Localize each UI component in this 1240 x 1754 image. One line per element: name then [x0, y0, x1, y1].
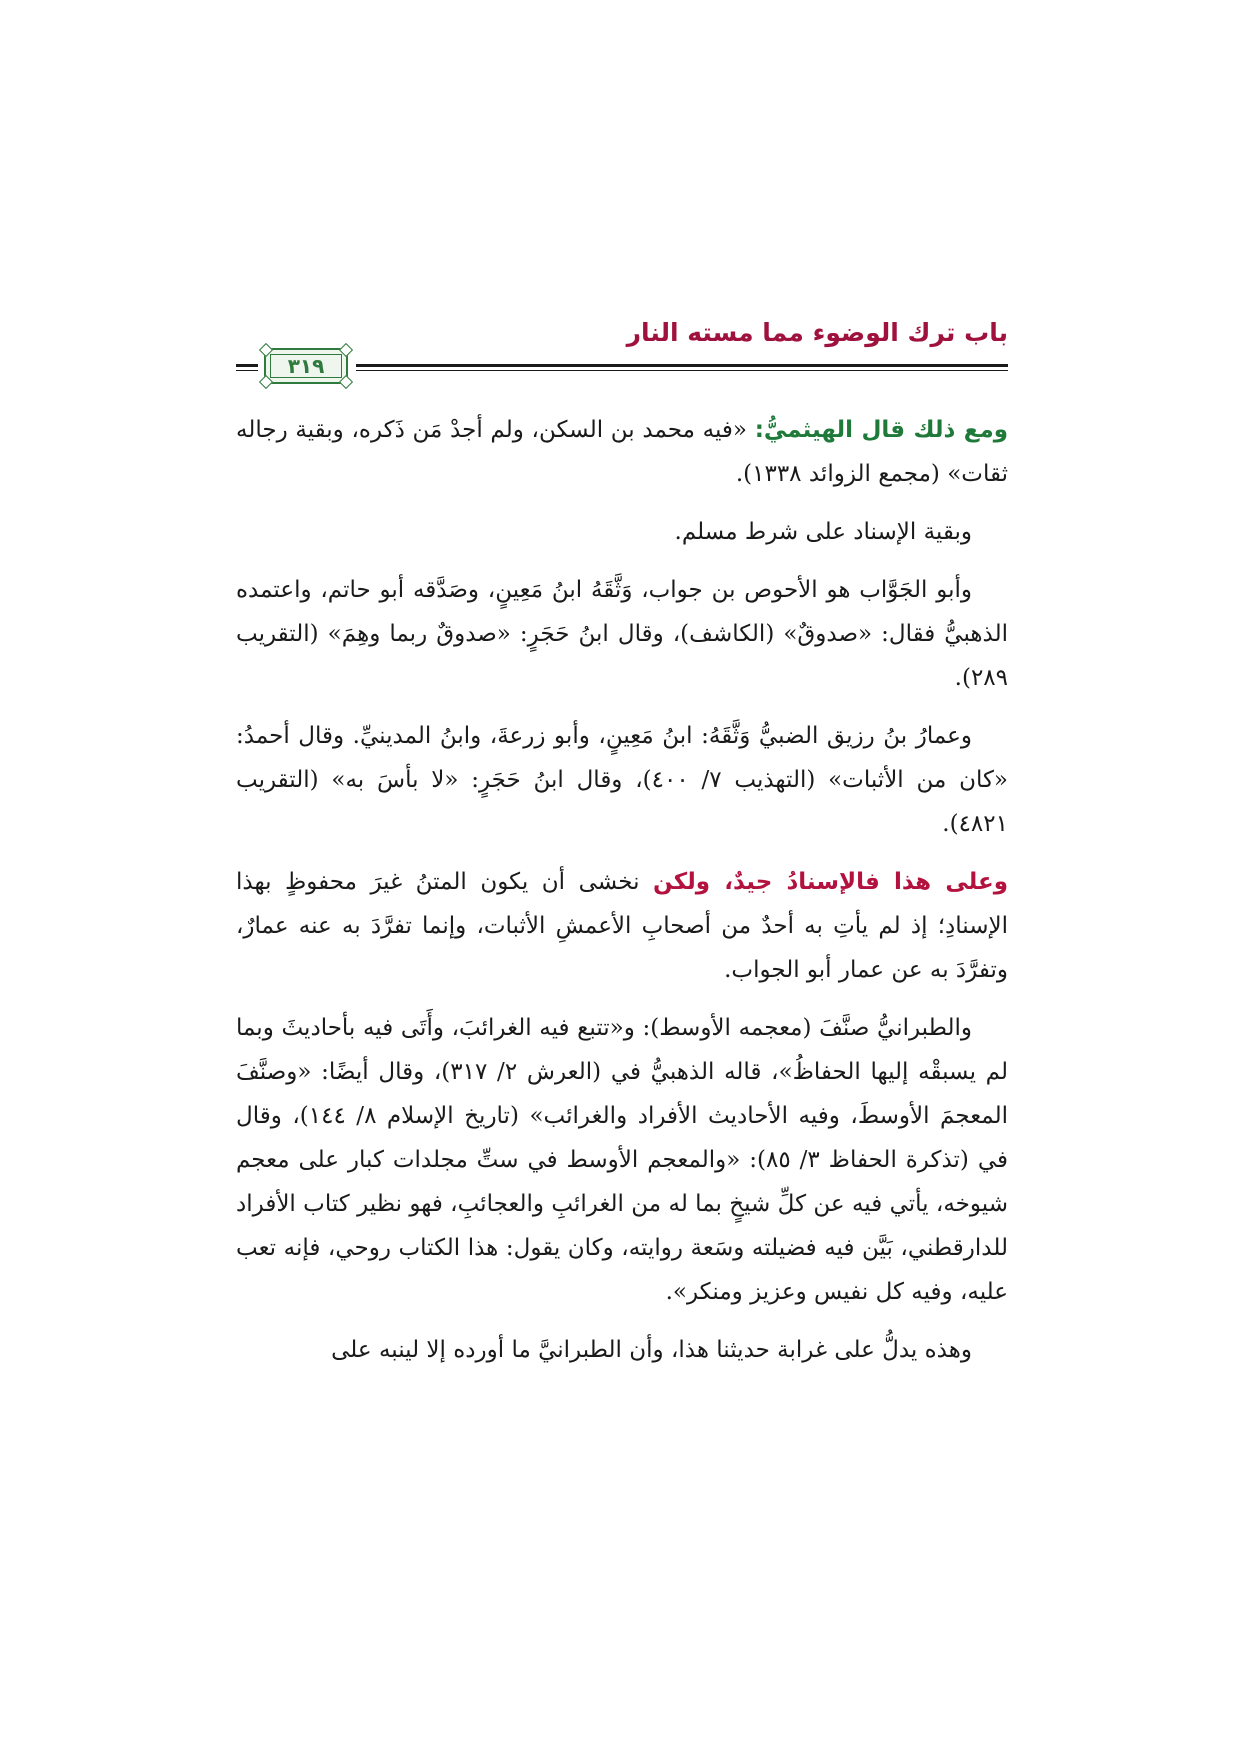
paragraph-conclusion — [236, 860, 1008, 992]
header-rule-thin — [356, 370, 1008, 371]
page-number: ٣١٩ — [287, 354, 325, 378]
chapter-title: باب ترك الوضوء مما مسته النار — [626, 318, 1008, 347]
page-number-badge — [264, 348, 348, 384]
paragraph-text: نخشى أن يكون المتنُ غيرَ محفوظٍ بهذا الإسنادِ؛ إذ لم يأتِ به أحدٌ من أصحابِ الأعمشِ الأثبات، وإنما تفرَّدَ به عنه عمارٌ، وتفرَّدَ به عن عمار أبو الجواب. — [236, 869, 1008, 983]
paragraph-tabarani: والطبرانيُّ صنَّفَ (معجمه الأوسط): و«تتبع فيه الغرائبَ، وأَتَى فيه بأحاديثَ وبما لم يسبقْه إليها الحفاظُ»، قاله الذهبيُّ في (العرش ٢/ ٣١٧)، وقال أيضًا: «وصنَّفَ المعجمَ الأوسطَ، وفيه الأحاديث الأفراد والغرائب» (تاريخ الإسلام ٨/ ١٤٤)، وقال في (تذكرة الحفاظ ٣/ ٨٥): «والمعجم الأوسط في ستِّ مجلدات كبار على معجم شيوخه، يأتي فيه عن كلِّ شيخٍ بما له من الغرائبِ والعجائبِ، فهو نظير كتاب الأفراد للدارقطني، بَيَّن فيه فضيلته وسَعة روايته، وكان يقول: هذا الكتاب روحي، فإنه تعب عليه، وفيه كل نفيس وعزيز ومنكر». — [236, 1015, 1008, 1305]
paragraph-final: وهذه يدلُّ على غرابة حديثنا هذا، وأن الطبرانيَّ ما أورده إلا لينبه على — [331, 1337, 972, 1363]
paragraph-ammar: وعمارُ بنُ رزيق الضبيُّ وَثَّقَهُ: ابنُ مَعِينٍ، وأبو زرعةَ، وابنُ المدينيِّ. وقال أحمدُ: «كان من الأثبات» (التهذيب ٧/ ٤٠٠)، وقال ابنُ حَجَرٍ: «لا بأسَ به» (التقريب ٤٨٢١). — [236, 723, 1009, 837]
header-rule-thick — [356, 364, 1008, 367]
paragraph-abu-jawwab: وأبو الجَوَّاب هو الأحوص بن جواب، وَثَّقَهُ ابنُ مَعِينٍ، وصَدَّقه أبو حاتم، واعتمده الذهبيُّ فقال: «صدوقٌ» (الكاشف)، وقال ابنُ حَجَرٍ: «صدوقٌ ربما وهِمَ» (التقريب ٢٨٩). — [236, 577, 1008, 691]
paragraph-haythami — [236, 408, 1008, 496]
paragraph-isnad: وبقية الإسناد على شرط مسلم. — [674, 519, 972, 545]
page-header — [236, 318, 1008, 388]
highlight-conclusion: وعلى هذا فالإسنادُ جيدٌ، ولكن — [653, 869, 1009, 895]
page-body — [236, 408, 1008, 1386]
paragraph-text: «فيه محمد بن السكن، ولم أجدْ مَن ذَكره، وبقية رجاله ثقات» (مجمع الزوائد ١٣٣٨). — [236, 417, 1008, 487]
header-rule-left-thin — [236, 370, 258, 371]
highlight-haythami: ومع ذلك قال الهيثميُّ: — [754, 417, 1008, 443]
header-rule-left-thick — [236, 364, 258, 367]
